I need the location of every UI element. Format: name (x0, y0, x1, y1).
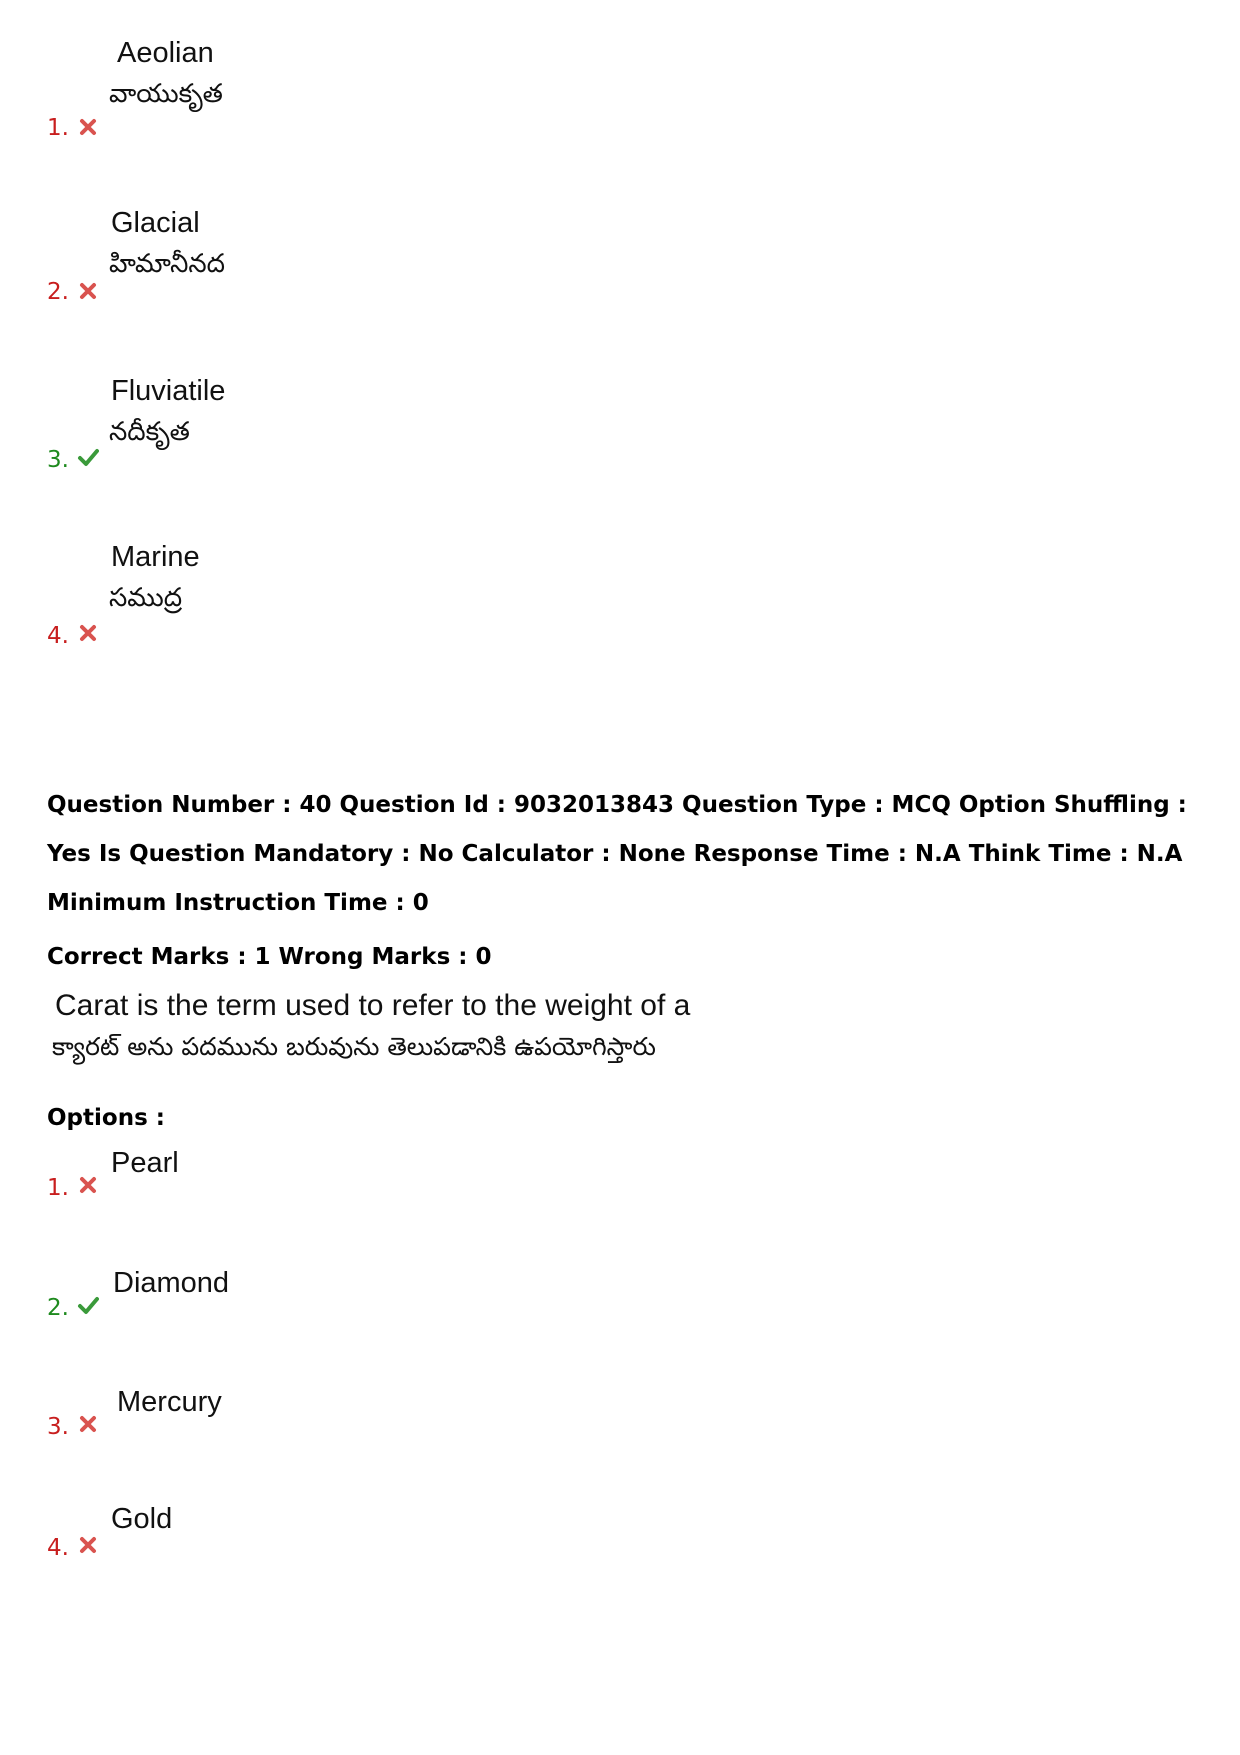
options-label: Options : (47, 1105, 165, 1131)
option-number: 4. (47, 1535, 69, 1561)
question-text-english: Carat is the term used to refer to the weight of a (55, 989, 691, 1022)
option-number: 3. (47, 447, 69, 473)
option-english-text: Diamond (113, 1267, 230, 1299)
option-number: 4. (47, 623, 69, 649)
option-number: 3. (47, 1414, 69, 1440)
option-english-text: Marine (111, 541, 200, 573)
option-english-text: Gold (111, 1503, 173, 1535)
cross-icon (77, 1413, 99, 1435)
cross-icon (77, 116, 99, 138)
question-text-telugu: క్యారట్ అను పదమును బరువును తెలుపడానికి ఉపయోగిస్తారు (52, 1032, 656, 1061)
option-telugu-text: హిమానీనద (109, 249, 225, 279)
question-marks: Correct Marks : 1 Wrong Marks : 0 (47, 944, 492, 970)
cross-icon (77, 622, 99, 644)
option-number: 1. (47, 115, 69, 141)
option-telugu-text: వాయుకృత (109, 79, 223, 109)
check-icon (77, 1294, 99, 1316)
cross-icon (77, 280, 99, 302)
option-english-text: Pearl (111, 1147, 179, 1179)
option-english-text: Fluviatile (111, 375, 226, 407)
question-meta: Question Number : 40 Question Id : 9032013843 Question Type : MCQ Option Shuffling : Yes Is Question Mandatory : No Calculator : None Response Time : N.A Think Time : N.A Minimum Instruction Time : 0 (47, 792, 1187, 916)
option-number: 2. (47, 279, 69, 305)
cross-icon (77, 1534, 99, 1556)
option-english-text: Aeolian (117, 37, 214, 69)
check-icon (77, 446, 99, 468)
option-telugu-text: నదీకృత (109, 417, 190, 447)
option-english-text: Glacial (111, 207, 200, 239)
option-english-text: Mercury (117, 1386, 222, 1418)
cross-icon (77, 1174, 99, 1196)
option-telugu-text: సముద్ర (109, 583, 183, 613)
option-number: 1. (47, 1175, 69, 1201)
option-number: 2. (47, 1295, 69, 1321)
